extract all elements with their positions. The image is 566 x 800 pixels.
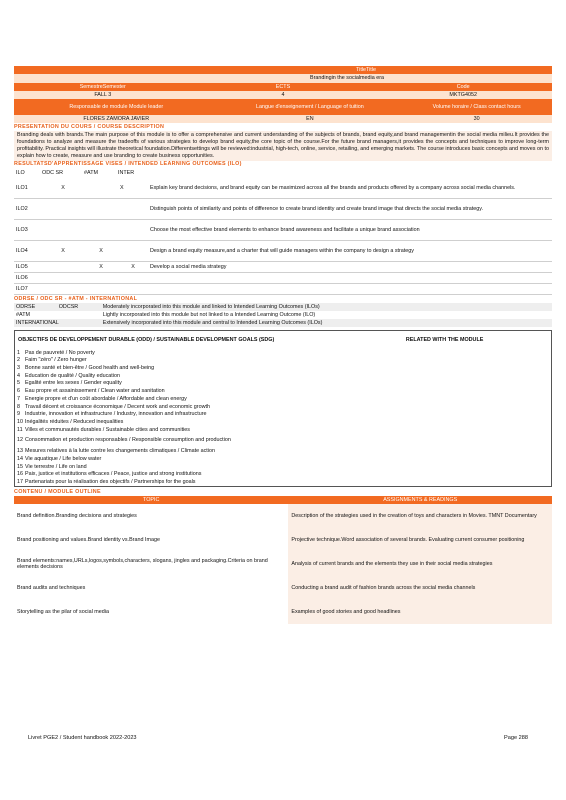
- ilo-id: ILO1: [14, 178, 42, 199]
- table-row: [14, 284, 552, 295]
- legend-key-2: [59, 319, 103, 327]
- topic-cell: Brand audits and techniques: [17, 584, 86, 591]
- list-item: [15, 349, 551, 357]
- sdg-number: 9: [17, 411, 20, 418]
- language-label: Langue d'enseignement / Language of tuition: [256, 103, 364, 110]
- table-row: [14, 600, 552, 624]
- ilo-odcsr: [42, 262, 84, 273]
- table-row: [14, 504, 552, 528]
- list-item: [15, 434, 551, 448]
- sdg-header: [15, 331, 551, 349]
- sdg-label: Energie propre et d'un coût abordable / Affordable and clean energy: [25, 395, 187, 402]
- course-description: Branding deals with brands.The main purpose of this module is to offer a comprehensive and current understanding of the subjects of brands, brand equity,and brand managementin the social media milieu.It provides the foundations to analyze and measure the tradeoffs of various strategies to develop brand equity,the core topic of the course.For the future brand managers,it provides the concepts and techniques to improve long-term profitability. Practical insights will illustrate theoretical foundation.Differentsettings will be reviewed:industrial, high-tech, online, service, retailing, and emerging markets. The course introduces basic concepts and moves on to explain how to create, measure and use branding to create business opportunities.: [14, 131, 552, 161]
- table-row: [14, 273, 552, 284]
- table-row: [14, 178, 552, 199]
- topic-cell: Brand elements:names,URLs,logos,symbols,characters, slogans, jingles and packaging.Criteria on brand elements decisions: [17, 557, 268, 571]
- ilo-id: ILO7: [14, 284, 42, 295]
- leader-header: [14, 99, 552, 115]
- footer-page-number: Page 288: [504, 735, 528, 741]
- ilo-odcsr: X: [42, 241, 84, 262]
- ilo-col-id: ILO: [16, 169, 25, 176]
- ilo-odcsr: X: [42, 178, 84, 199]
- ilo-inter: [118, 199, 148, 220]
- ilo-odcsr: [42, 284, 84, 295]
- sdg-label: Mesures relatives à la lutte contre les changements climatiques / Climate action: [25, 448, 215, 455]
- legend-key-2: [59, 311, 103, 319]
- list-item: [15, 418, 551, 426]
- ilo-inter: X: [118, 178, 148, 199]
- list-item: [15, 471, 551, 479]
- table-row: [14, 241, 552, 262]
- ilo-odcsr: [42, 273, 84, 284]
- code-label: Code: [456, 83, 470, 90]
- sdg-label: Travail décent et croissance économique / Decent work and economic growth: [25, 403, 210, 410]
- sdg-label: Villes et communautés durables / Sustainable cities and communities: [25, 426, 190, 433]
- ilo-text: Choose the most effective brand elements to enhance brand awareness and facilitate a unique brand association: [148, 220, 552, 241]
- topic-cell: Brand positioning and values.Brand identity vs.Brand Image: [17, 536, 160, 543]
- ilo-inter: [118, 220, 148, 241]
- assignments-label: ASSIGNMENTS & READINGS: [383, 496, 458, 503]
- list-item: [15, 411, 551, 419]
- sdg-number: 8: [17, 403, 20, 410]
- ilo-id: ILO3: [14, 220, 42, 241]
- ilo-text: Explain key brand decisions, and brand equity can be maximized across all the brands and products offered by a company across social media channels.: [148, 178, 552, 199]
- leader-value: FLORES ZAMORA JAVIER: [83, 115, 150, 122]
- table-row: [14, 220, 552, 241]
- meta-header: [14, 83, 552, 91]
- sdg-box: [14, 330, 552, 487]
- table-row: [14, 319, 552, 327]
- assignment-cell: Description of the strategies used in the creation of toys and characters in Movies. TMNT Documentary: [288, 504, 552, 528]
- hours-label: Volume horaire / Class contact hours: [432, 103, 521, 110]
- ilo-atm: [84, 220, 118, 241]
- sdg-label: Vie terrestre / Life on land: [25, 463, 87, 470]
- sdg-label: Egalité entre les sexes / Gender equality: [25, 380, 122, 387]
- table-row: [14, 311, 552, 319]
- title-row: [14, 74, 552, 83]
- table-row: [14, 262, 552, 273]
- legend-key-2: ODCSR: [58, 303, 79, 310]
- sdg-label: Faim "zéro" / Zero hunger: [25, 357, 87, 364]
- contents-heading: CONTENU / MODULE OUTLINE: [14, 488, 101, 495]
- sdg-label: Bonne santé et bien-être / Good health and well-being: [25, 365, 155, 372]
- list-item: [15, 372, 551, 380]
- ilo-atm: [84, 284, 118, 295]
- ilo-id: ILO2: [14, 199, 42, 220]
- ilo-inter: [118, 273, 148, 284]
- ilo-id: ILO6: [14, 273, 42, 284]
- ilo-inter: [118, 284, 148, 295]
- sdg-number: 11: [17, 426, 23, 433]
- legend-text: Moderately incorporated into this module and linked to Intended Learning Outcomes (ILOs): [102, 303, 320, 310]
- list-item: [15, 426, 551, 434]
- sdg-label: Inégalités réduites / Reduced inequalities: [25, 418, 124, 425]
- list-item: [15, 365, 551, 373]
- ilo-col-text: [148, 169, 552, 178]
- ilo-heading: RESULTATSD'APPRENTISSAGE VISES / INTENDED LEARNING OUTCOMES (ILO): [14, 161, 242, 168]
- ilo-odcsr: [42, 199, 84, 220]
- topic-label: TOPIC: [143, 496, 160, 503]
- ilo-header-row: [14, 169, 552, 178]
- sdg-label: Eau propre et assainissement / Clean water and sanitation: [25, 388, 165, 395]
- sdg-number: 15: [17, 463, 23, 470]
- sdg-number: 4: [17, 372, 20, 379]
- ilo-inter: [118, 241, 148, 262]
- module-title: Brandingin the socialmedia era: [310, 75, 385, 82]
- list-item: [15, 463, 551, 471]
- leader-label: Responsable de module Module leader: [69, 103, 164, 110]
- list-item: [15, 395, 551, 403]
- sdg-number: 16: [17, 471, 23, 478]
- sdg-heading: OBJECTIFS DE DEVELOPPEMENT DURABLE (ODD) / SUSTAINABLE DEVELOPMENT GOALS (SDG): [18, 336, 275, 343]
- ilo-odcsr: [42, 220, 84, 241]
- assignment-cell: Examples of good stories and good headlines: [288, 600, 552, 624]
- ilo-inter: X: [118, 262, 148, 273]
- list-item: [15, 403, 551, 411]
- legend-table: [14, 303, 552, 327]
- ilo-text: Distinguish points of similarity and points of difference to create brand identity and create brand image that directs the social media strategy.: [148, 199, 552, 220]
- ilo-atm: [84, 199, 118, 220]
- leader-values: [14, 115, 552, 123]
- ilo-table: [14, 169, 552, 296]
- table-row: [14, 576, 552, 600]
- list-item: [15, 380, 551, 388]
- assignment-cell: Conducting a brand audit of fashion brands across the social media channels: [288, 576, 552, 600]
- legend-text: Extensively incorporated into this module and central to Intended Learning Outcomes (ILOs): [102, 319, 323, 326]
- list-item: [15, 478, 551, 486]
- module-sheet: [14, 66, 552, 624]
- sdg-label: Vie aquatique / Life below water: [25, 455, 102, 462]
- semester-value: FALL 3: [94, 91, 112, 98]
- table-row: [14, 199, 552, 220]
- sdg-label: Pas de pauvreté / No poverty: [25, 349, 95, 356]
- ects-value: 4: [281, 91, 285, 98]
- table-row: [14, 552, 552, 576]
- ilo-text: Design a brand equity measure,and a charter that will guide managers within the company to design a strategy: [148, 241, 552, 262]
- list-item: [15, 357, 551, 365]
- topic-cell: Brand definition.Branding decisions and strategies: [17, 512, 137, 519]
- list-item: [15, 455, 551, 463]
- sdg-number: 17: [17, 479, 23, 486]
- legend-text: Lightly incorporated into this module but not linked to a Intended Learning Outcome (ILO): [102, 311, 316, 318]
- sdg-number: 1: [17, 349, 20, 356]
- sdg-label: Paix, justice et institutions efficaces / Peace, justice and strong institutions: [25, 471, 202, 478]
- ects-label: ECTS: [275, 83, 291, 90]
- ilo-col-atm: #ATM: [84, 169, 98, 176]
- topic-cell: Storytelling as the pilar of social media: [17, 608, 109, 615]
- ilo-id: ILO4: [14, 241, 42, 262]
- meta-values: [14, 91, 552, 99]
- sdg-number: 2: [17, 357, 20, 364]
- sdg-number: 3: [17, 365, 20, 372]
- sdg-label: Industrie, innovation et infrastructure / Industry, innovation and infrastructure: [25, 411, 207, 418]
- sdg-related-heading: RELATED WITH THE MODULE: [405, 336, 484, 343]
- hours-value: 30: [473, 115, 480, 122]
- semester-label: SemestreSemester: [79, 83, 126, 90]
- sdg-label: Consommation et production responsables / Responsible consumption and production: [25, 437, 231, 444]
- table-row: [14, 528, 552, 552]
- legend-key: ODRSE: [16, 303, 36, 310]
- legend-heading: ODRSE / ODC SR - #ATM - INTERNATIONAL: [14, 295, 138, 302]
- sdg-number: 5: [17, 380, 20, 387]
- ilo-text: [148, 284, 552, 295]
- sdg-label: Partenariats pour la réalisation des objectifs / Partnerships for the goals: [25, 479, 196, 486]
- ilo-text: [148, 273, 552, 284]
- sdg-number: 14: [17, 455, 23, 462]
- ilo-atm: [84, 273, 118, 284]
- page-footer: [28, 735, 528, 742]
- ilo-text: Develop a social media strategy: [148, 262, 552, 273]
- sdg-number: 13: [17, 448, 23, 455]
- title-label: TitleTitle: [356, 66, 376, 73]
- ilo-col-odcsr: ODC SR: [42, 169, 63, 176]
- language-value: EN: [306, 115, 314, 122]
- ilo-id: ILO5: [14, 262, 42, 273]
- title-bar: [14, 66, 552, 74]
- contents-header: [14, 496, 552, 504]
- sdg-number: 6: [17, 388, 20, 395]
- sdg-number: 10: [17, 418, 23, 425]
- assignment-cell: Analysis of current brands and the elements they use in their social media strategies: [288, 552, 552, 576]
- ilo-col-inter: INTER: [118, 169, 135, 176]
- table-row: [14, 303, 552, 311]
- sdg-label: Education de qualité / Quality education: [25, 372, 120, 379]
- list-item: [15, 448, 551, 456]
- ilo-atm: X: [84, 241, 118, 262]
- assignment-cell: Projective technique.Word association of several brands. Evaluating current consumer positioning: [288, 528, 552, 552]
- presentation-heading: PRESENTATION DU COURS / COURSE DESCRIPTION: [14, 123, 165, 130]
- ilo-atm: X: [84, 262, 118, 273]
- legend-key: INTERNATIONAL: [16, 319, 59, 326]
- ilo-atm: [84, 178, 118, 199]
- sdg-number: 7: [17, 395, 20, 402]
- list-item: [15, 388, 551, 396]
- footer-handbook: Livret PGE2 / Student handbook 2022-2023: [28, 735, 137, 741]
- sdg-number: 12: [17, 437, 23, 444]
- legend-key: #ATM: [16, 311, 30, 318]
- code-value: MKTG4052: [449, 91, 477, 98]
